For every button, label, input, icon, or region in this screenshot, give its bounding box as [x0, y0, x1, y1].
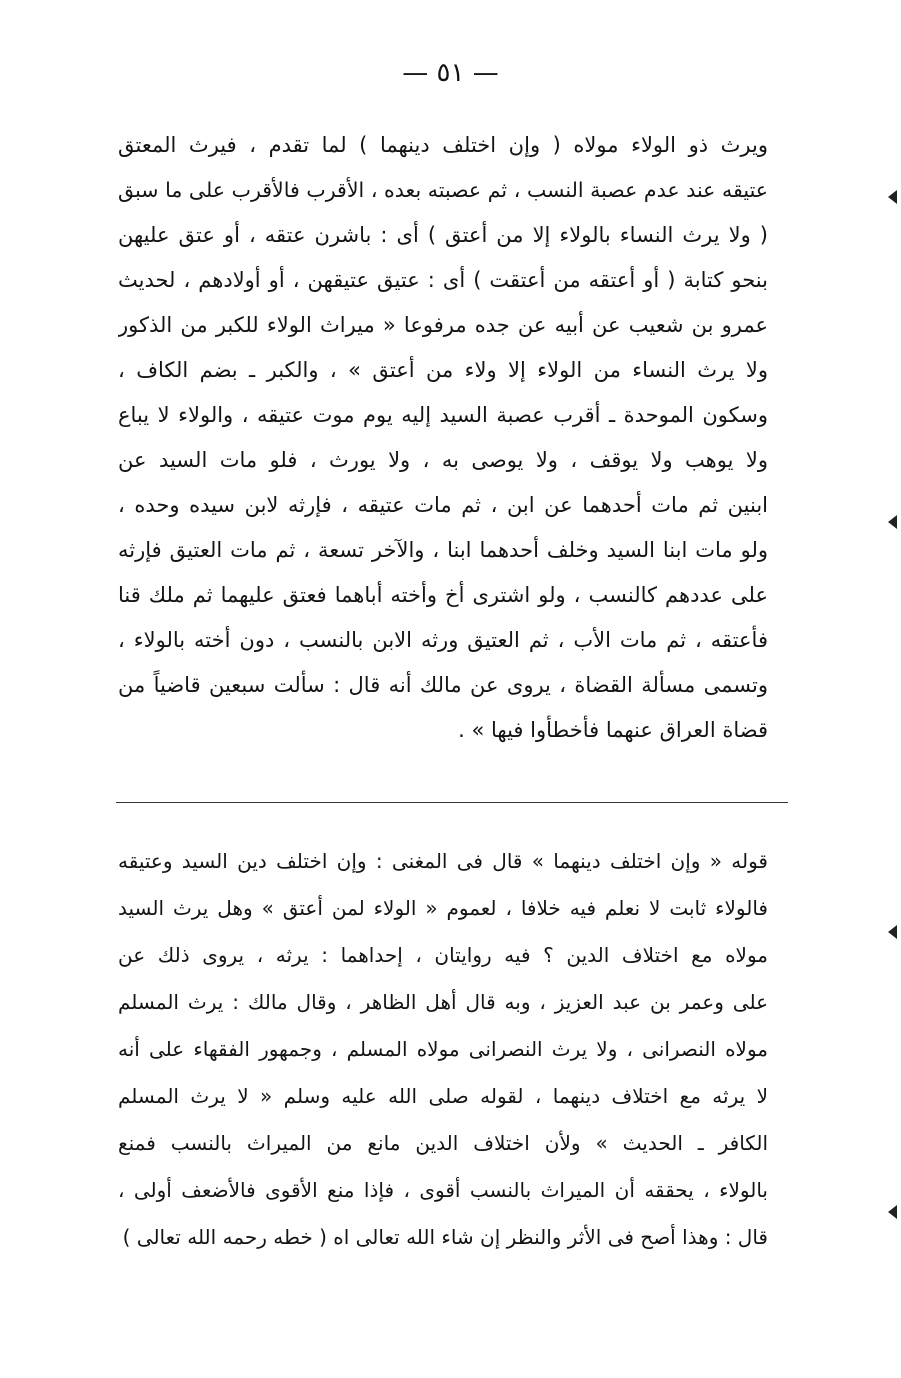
text-line: ويرث ذو الولاء مولاه ( وإن اختلف دينهما ) لما تقدم ، فيرث المعتق: [118, 133, 768, 157]
text-line: قضاة العراق عنهما فأخطأوا فيها » .: [458, 718, 768, 742]
text-line: ابنين ثم مات أحدهما عن ابن ، ثم مات عتيقه ، فإرثه لابن سيده وحده ،: [118, 493, 768, 517]
footnote-line: مولاه مع اختلاف الدين ؟ فيه روايتان ، إحداهما : يرثه ، يروى ذلك عن: [118, 943, 768, 967]
text-line: فأعتقه ، ثم مات الأب ، ثم العتيق ورثه الابن بالنسب ، دون أخته بالولاء ،: [118, 628, 768, 652]
text-line: بنحو كتابة ( أو أعتقه من أعتقت ) أى : عتيق عتيقهن ، أو أولادهم ، لحديث: [118, 268, 768, 292]
margin-mark: [888, 515, 897, 529]
text-line: وتسمى مسألة القضاة ، يروى عن مالك أنه قال : سألت سبعين قاضياً من: [118, 673, 768, 697]
text-line: وسكون الموحدة ـ أقرب عصبة السيد إليه يوم موت عتيقه ، والولاء لا يباع: [118, 403, 768, 427]
text-line: عمرو بن شعيب عن أبيه عن جده مرفوعا « ميراث الولاء للكبر من الذكور: [118, 313, 768, 337]
main-text-block: [118, 123, 768, 753]
text-line: ( ولا يرث النساء بالولاء إلا من أعتق ) أى : باشرن عتقه ، أو عتق عليهن: [118, 223, 768, 247]
footnote-line: على وعمر بن عبد العزيز ، وبه قال أهل الظاهر ، وقال مالك : يرث المسلم: [118, 990, 768, 1014]
footnote-line: فالولاء ثابت لا نعلم فيه خلافا ، لعموم « الولاء لمن أعتق » وهل يرث السيد: [118, 896, 768, 920]
footnote-line: قوله « وإن اختلف دينهما » قال فى المغنى : وإن اختلف دين السيد وعتيقه: [118, 849, 768, 873]
text-line: ولو مات ابنا السيد وخلف أحدهما ابنا ، والآخر تسعة ، ثم مات العتيق فإرثه: [118, 538, 768, 562]
margin-mark: [888, 1205, 897, 1219]
footnote-line: بالولاء ، يحققه أن الميراث بالنسب أقوى ، فإذا منع الأقوى فالأضعف أولى ،: [118, 1178, 768, 1202]
footnote-divider: [116, 802, 788, 803]
footnote-line: لا يرثه مع اختلاف دينهما ، لقوله صلى الله عليه وسلم « لا يرث المسلم: [118, 1084, 768, 1108]
page-number: — ٥١ —: [402, 58, 499, 88]
text-line: ولا يرث النساء من الولاء إلا ولاء من أعتق » ، والكبر ـ بضم الكاف ،: [118, 358, 768, 382]
margin-mark: [888, 925, 897, 939]
footnote-line: قال : وهذا أصح فى الأثر والنظر إن شاء الله تعالى اه ( خطه رحمه الله تعالى ): [122, 1225, 768, 1249]
text-line: ولا يوهب ولا يوقف ، ولا يوصى به ، ولا يورث ، فلو مات السيد عن: [118, 448, 768, 472]
text-line: على عددهم كالنسب ، ولو اشترى أخ وأخته أباهما فعتق عليهما ثم ملك قنا: [118, 583, 768, 607]
footnote-line: الكافر ـ الحديث » ولأن اختلاف الدين مانع من الميراث بالنسب فمنع: [118, 1131, 768, 1155]
footnote-line: مولاه النصرانى ، ولا يرث النصرانى مولاه المسلم ، وجمهور الفقهاء على أنه: [118, 1037, 768, 1061]
margin-mark: [888, 190, 897, 204]
text-line: عتيقه عند عدم عصبة النسب ، ثم عصبته بعده ، الأقرب فالأقرب على ما سبق: [118, 178, 768, 202]
footnote-block: [118, 838, 768, 1261]
